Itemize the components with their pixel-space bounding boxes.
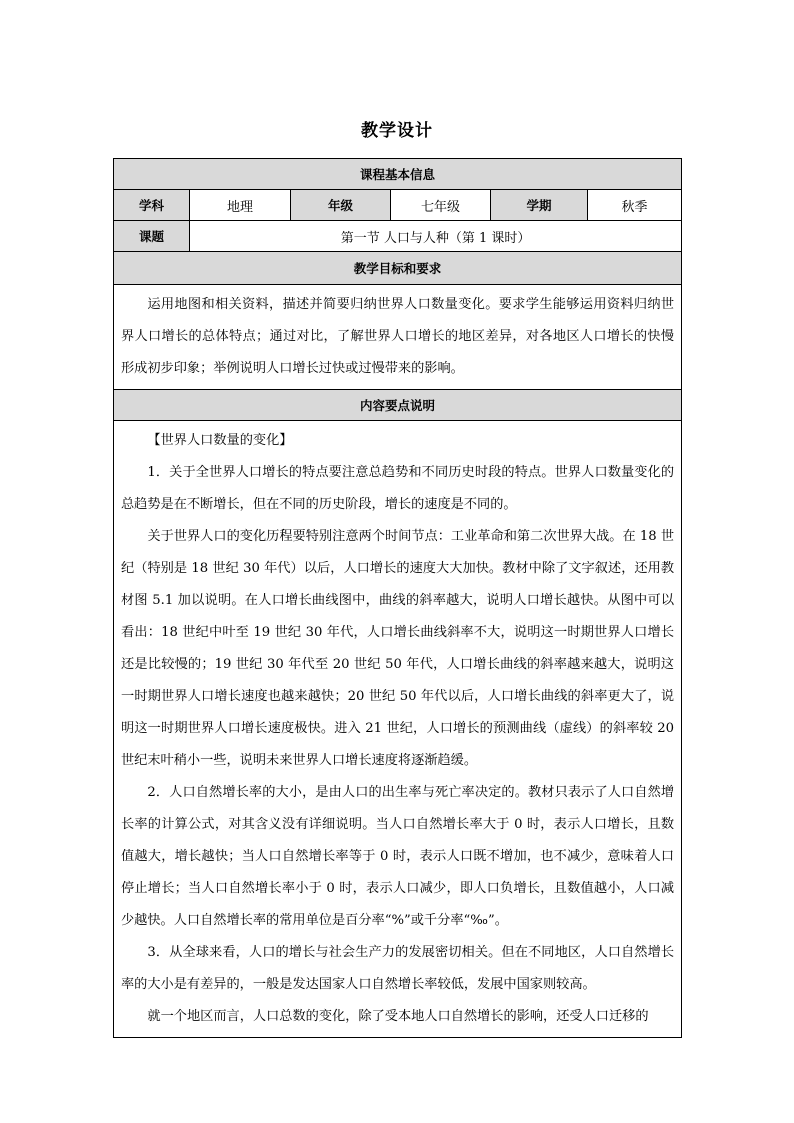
goals-text: 运用地图和相关资料，描述并简要归纳世界人口数量变化。要求学生能够运用资料归纳世界人口增长的总体特点；通过对比，了解世界人口增长的地区差异，对各地区人口增长的快慢形成初步印象；举例说明人口增长过快或过慢带来的影响。 xyxy=(121,297,675,376)
content-paragraph: 就一个地区而言，人口总数的变化，除了受本地人口自然增长的影响，还受人口迁移的 xyxy=(147,1009,649,1024)
content-paragraph: 2．人口自然增长率的大小，是由人口的出生率与死亡率决定的。教材只表示了人口自然增长率的计算公式，对其含义没有详细说明。当人口自然增长率大于 0 时，表示人口增长，且数值越大，增长越快；当人口自然增长率等于 0 时，表示人口既不增加，也不减少，意味着人口停止增长；当人口自然增长率小于 0 时，表示人口减少，即人口负增长，且数值越小，人口减少越快。人口自然增长率的常用单位是百分率“%”或千分率“‰”。 xyxy=(121,785,675,928)
subject-label: 学科 xyxy=(114,190,190,221)
goals-header: 教学目标和要求 xyxy=(114,252,682,285)
page-title: 教学设计 xyxy=(361,121,433,141)
term-label: 学期 xyxy=(491,190,588,221)
content-paragraph: 3．从全球来看，人口的增长与社会生产力的发展密切相关。但在不同地区，人口自然增长率的大小是有差异的，一般是发达国家人口自然增长率较低，发展中国家则较高。 xyxy=(121,945,675,992)
basic-info-header: 课程基本信息 xyxy=(114,159,682,190)
topic-label: 课题 xyxy=(114,221,190,252)
term-value: 秋季 xyxy=(588,190,682,221)
grade-value: 七年级 xyxy=(391,190,491,221)
content-cell xyxy=(114,421,682,1038)
grade-label: 年级 xyxy=(291,190,391,221)
lesson-design-table xyxy=(113,158,682,1038)
content-header: 内容要点说明 xyxy=(114,390,682,421)
subject-value: 地理 xyxy=(190,190,291,221)
content-paragraph: 1．关于全世界人口增长的特点要注意总趋势和不同历史时段的特点。世界人口数量变化的总趋势是在不断增长，但在不同的历史阶段，增长的速度是不同的。 xyxy=(121,465,675,512)
topic-value: 第一节 人口与人种（第 1 课时） xyxy=(190,221,682,252)
content-section-heading: 【世界人口数量的变化】 xyxy=(147,433,293,448)
goals-cell xyxy=(114,285,682,390)
content-paragraph: 关于世界人口的变化历程要特别注意两个时间节点：工业革命和第二次世界大战。在 18 世纪（特别是 18 世纪 30 年代）以后，人口增长的速度大大加快。教材中除了文字叙述，还用教材图 5.1 加以说明。在人口增长曲线图中，曲线的斜率越大，说明人口增长越快。从图中可以看出：18 世纪中叶至 19 世纪 30 年代，人口增长曲线斜率不大，说明这一时期世界人口增长还是比较慢的；19 世纪 30 年代至 20 世纪 50 年代，人口增长曲线的斜率越来越大，说明这一时期世界人口增长速度也越来越快；20 世纪 50 年代以后，人口增长曲线的斜率更大了，说明这一时期世界人口增长速度极快。进入 21 世纪，人口增长的预测曲线（虚线）的斜率较 20 世纪末叶稍小一些，说明未来世界人口增长速度将逐渐趋缓。 xyxy=(121,529,675,768)
